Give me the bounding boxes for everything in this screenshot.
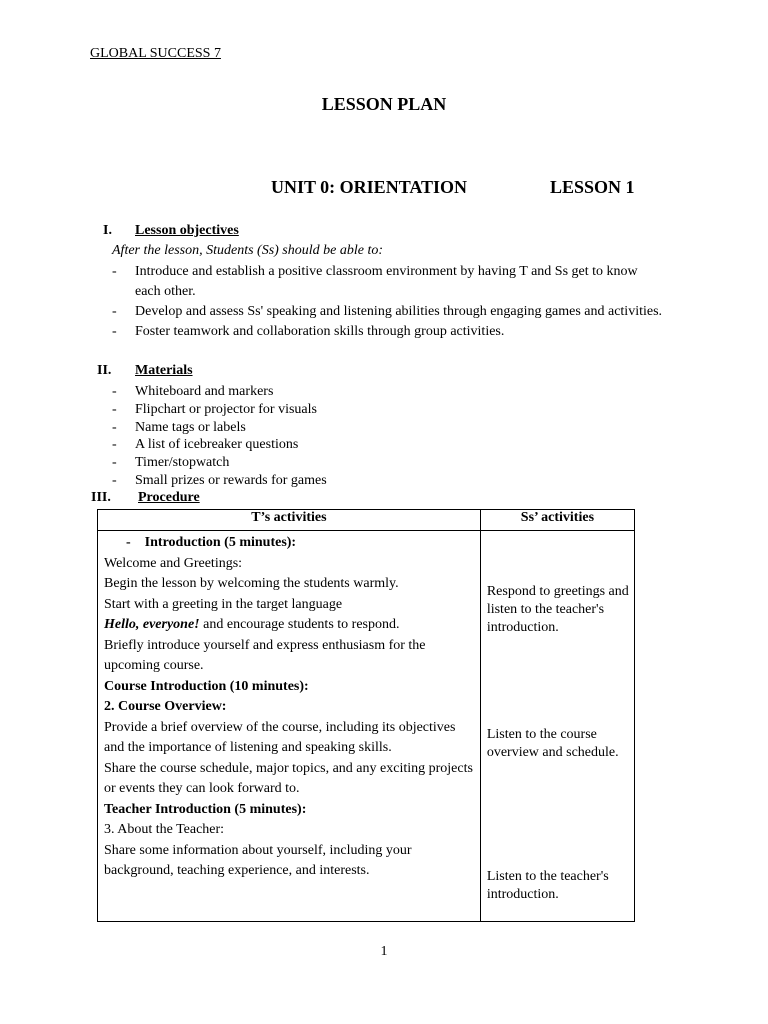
share-schedule-line: Share the course schedule, major topics, and any exciting projects or events they can look forward to.: [104, 760, 473, 796]
page-number: 1: [380, 944, 388, 959]
hello-phrase: Hello, everyone!: [104, 617, 200, 632]
bullet-dash: -: [112, 455, 117, 471]
procedure-table: [97, 509, 635, 922]
bullet-dash: -: [112, 304, 117, 319]
start-line: Start with a greeting in the target language: [104, 596, 343, 612]
table-header-row: [98, 510, 635, 531]
bullet-dash: -: [112, 437, 117, 453]
objectives-list: [112, 262, 665, 342]
course-intro-heading: Course Introduction (10 minutes):: [104, 678, 309, 694]
section-number-objectives: I.: [103, 223, 112, 238]
column-header-teacher: T’s activities: [98, 510, 481, 531]
provide-line: Provide a brief overview of the course, including its objectives and the importance of listening and speaking skills.: [104, 719, 456, 755]
bullet-dash: -: [112, 264, 117, 279]
list-item: [112, 472, 327, 490]
hello-line: [104, 615, 474, 636]
material-text: Timer/stopwatch: [135, 455, 230, 471]
objective-text: Develop and assess Ss' speaking and listening abilities through engaging games and activities.: [135, 304, 663, 319]
section-title-procedure: Procedure: [138, 490, 200, 505]
list-item: [112, 419, 327, 437]
intro-heading: [104, 533, 474, 554]
section-title-objectives: Lesson objectives: [135, 223, 239, 238]
objectives-intro: After the lesson, Students (Ss) should be able to:: [112, 243, 384, 258]
list-item: [112, 401, 327, 419]
unit-title: UNIT 0: ORIENTATION: [271, 177, 468, 197]
material-text: Flipchart or projector for visuals: [135, 401, 317, 417]
material-text: A list of icebreaker questions: [135, 437, 299, 453]
section-title-materials: Materials: [135, 363, 193, 378]
objective-text: Introduce and establish a positive classroom environment by having T and Ss get to know each other.: [135, 264, 638, 299]
material-text: Name tags or labels: [135, 419, 246, 435]
ss-activity-greetings: Respond to greetings and listen to the teacher's introduction.: [486, 584, 629, 635]
encourage-text: and encourage students to respond.: [199, 617, 400, 632]
bullet-dash: -: [112, 401, 117, 417]
lesson-number: LESSON 1: [550, 177, 635, 197]
course-overview-heading: 2. Course Overview:: [104, 699, 227, 714]
teacher-intro-heading: Teacher Introduction (5 minutes):: [104, 801, 307, 817]
welcome-line: Welcome and Greetings:: [104, 555, 243, 571]
share-info-line: Share some information about yourself, including your background, teaching experience, and interests.: [104, 842, 412, 878]
bullet-dash: -: [112, 472, 117, 488]
students-activities-cell: [480, 531, 634, 922]
bullet-dash: -: [112, 324, 117, 339]
about-teacher-line: 3. About the Teacher:: [104, 822, 225, 837]
list-item: [112, 322, 665, 342]
list-item: [112, 436, 327, 454]
bullet-dash: -: [112, 384, 117, 399]
material-text: Whiteboard and markers: [135, 384, 274, 399]
objective-text: Foster teamwork and collaboration skills through group activities.: [135, 324, 505, 339]
table-row: [98, 531, 635, 922]
ss-activity-overview: Listen to the course overview and schedule.: [486, 727, 619, 760]
materials-list: [112, 383, 327, 490]
page-title: LESSON PLAN: [321, 94, 447, 114]
intro-heading-text: Introduction (5 minutes):: [144, 535, 297, 550]
ss-activity-teacher-intro: Listen to the teacher's introduction.: [486, 869, 609, 902]
document-header: GLOBAL SUCCESS 7: [90, 46, 221, 61]
column-header-students: Ss’ activities: [480, 510, 634, 531]
bullet-dash: -: [112, 419, 117, 435]
section-number-materials: II.: [97, 363, 112, 378]
section-number-procedure: III.: [91, 490, 111, 505]
list-item: [112, 454, 327, 472]
material-text: Small prizes or rewards for games: [135, 472, 327, 488]
begin-line: Begin the lesson by welcoming the students warmly.: [104, 576, 399, 591]
list-item: [112, 383, 327, 401]
bullet-dash: -: [126, 535, 145, 550]
teacher-activities-cell: [98, 531, 481, 922]
list-item: [112, 262, 665, 302]
briefly-line: Briefly introduce yourself and express enthusiasm for the upcoming course.: [104, 637, 426, 673]
list-item: [112, 302, 665, 322]
